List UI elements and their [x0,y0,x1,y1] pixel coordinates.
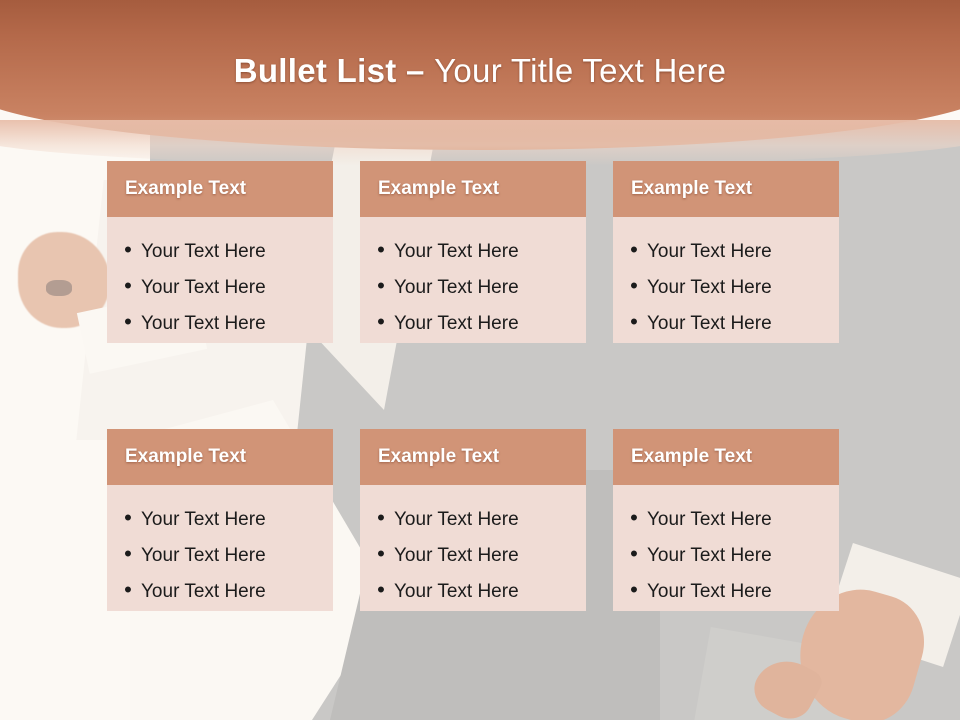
list-item [621,537,829,573]
list-item-label: Your Text Here [647,545,772,566]
content-card[interactable] [360,161,586,343]
list-item-label: Your Text Here [394,241,519,262]
card-bullet-list [613,485,839,611]
list-item-label: Your Text Here [394,277,519,298]
list-item [368,501,576,537]
bullet-dot-icon: • [630,577,638,602]
content-card[interactable] [613,161,839,343]
bullet-dot-icon: • [377,577,385,602]
bullet-dot-icon: • [124,273,132,298]
bullet-dot-icon: • [377,505,385,530]
card-bullet-list [360,217,586,343]
list-item-label: Your Text Here [141,509,266,530]
list-item-label: Your Text Here [394,545,519,566]
card-heading: Example Text [613,161,839,217]
list-item-label: Your Text Here [647,241,772,262]
content-card[interactable] [107,429,333,611]
list-item-label: Your Text Here [647,277,772,298]
list-item [115,501,323,537]
content-card[interactable] [360,429,586,611]
list-item [115,233,323,269]
list-item-label: Your Text Here [647,509,772,530]
list-item-label: Your Text Here [141,581,266,602]
list-item [115,573,323,609]
bullet-dot-icon: • [124,577,132,602]
list-item [621,269,829,305]
list-item [368,233,576,269]
page-title-light-part: Your Title Text Here [434,52,727,89]
list-item [621,305,829,341]
list-item-label: Your Text Here [141,241,266,262]
list-item [368,269,576,305]
card-bullet-list [107,485,333,611]
list-item [368,537,576,573]
list-item-label: Your Text Here [394,313,519,334]
list-item [115,269,323,305]
card-heading: Example Text [613,429,839,485]
list-item-label: Your Text Here [647,581,772,602]
card-bullet-list [107,217,333,343]
bullet-dot-icon: • [124,309,132,334]
bullet-dot-icon: • [630,309,638,334]
card-heading: Example Text [107,429,333,485]
list-item-label: Your Text Here [141,313,266,334]
list-item [368,573,576,609]
bullet-dot-icon: • [630,541,638,566]
list-item [115,305,323,341]
bullet-dot-icon: • [124,237,132,262]
card-heading: Example Text [360,429,586,485]
bullet-dot-icon: • [124,541,132,566]
list-item-label: Your Text Here [141,545,266,566]
card-bullet-list [613,217,839,343]
card-heading: Example Text [360,161,586,217]
list-item [621,573,829,609]
list-item [115,537,323,573]
bullet-dot-icon: • [630,505,638,530]
list-item-label: Your Text Here [647,313,772,334]
list-item [368,305,576,341]
list-item-label: Your Text Here [141,277,266,298]
bullet-dot-icon: • [377,273,385,298]
bullet-dot-icon: • [630,273,638,298]
list-item [621,233,829,269]
list-item-label: Your Text Here [394,509,519,530]
content-card[interactable] [613,429,839,611]
bullet-dot-icon: • [630,237,638,262]
page-title-bold-part: Bullet List – [233,52,435,89]
bullet-dot-icon: • [377,541,385,566]
card-bullet-list [360,485,586,611]
bullet-dot-icon: • [124,505,132,530]
bullet-dot-icon: • [377,237,385,262]
content-card[interactable] [107,161,333,343]
list-item-label: Your Text Here [394,581,519,602]
card-heading: Example Text [107,161,333,217]
list-item [621,501,829,537]
bullet-dot-icon: • [377,309,385,334]
